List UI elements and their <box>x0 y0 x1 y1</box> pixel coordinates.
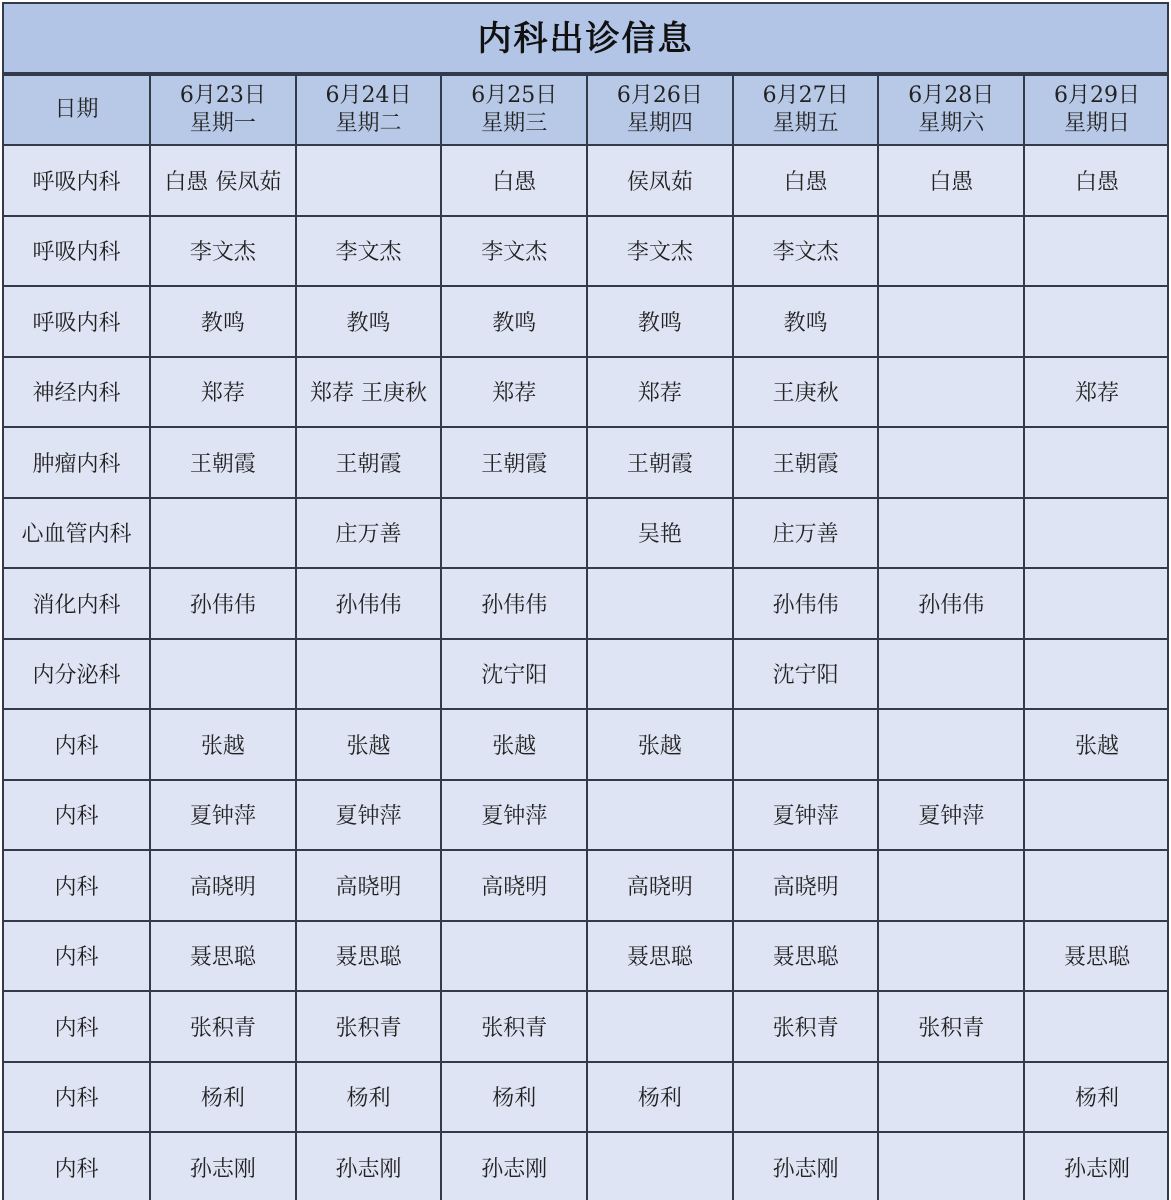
day-date: 6月24日 <box>325 83 412 108</box>
schedule-table <box>2 74 1169 1200</box>
doctor-cell: 白愚 <box>441 145 587 216</box>
doctor-cell <box>1024 568 1169 639</box>
doctor-cell: 孙志刚 <box>1024 1132 1169 1200</box>
doctor-cell <box>296 145 442 216</box>
table-row <box>3 1132 1169 1200</box>
department-cell: 内科 <box>3 921 150 992</box>
doctor-cell <box>878 498 1024 569</box>
department-cell: 消化内科 <box>3 568 150 639</box>
doctor-cell: 李文杰 <box>733 216 879 287</box>
table-row <box>3 357 1169 428</box>
doctor-cell: 孙伟伟 <box>296 568 442 639</box>
doctor-cell: 白愚 <box>1024 145 1169 216</box>
department-cell: 心血管内科 <box>3 498 150 569</box>
department-cell: 内科 <box>3 1132 150 1200</box>
doctor-cell <box>878 1062 1024 1133</box>
day-header-cell <box>1024 75 1169 145</box>
doctor-cell: 杨利 <box>150 1062 296 1133</box>
day-weekday: 星期六 <box>918 111 985 136</box>
doctor-cell: 郑荐 <box>587 357 733 428</box>
doctor-cell <box>1024 780 1169 851</box>
day-header-cell <box>878 75 1024 145</box>
doctor-cell: 沈宁阳 <box>441 639 587 710</box>
doctor-cell: 聂思聪 <box>150 921 296 992</box>
doctor-cell: 王朝霞 <box>733 427 879 498</box>
doctor-cell: 沈宁阳 <box>733 639 879 710</box>
day-header-cell <box>150 75 296 145</box>
doctor-cell: 郑荐 <box>150 357 296 428</box>
doctor-cell: 聂思聪 <box>296 921 442 992</box>
doctor-cell: 夏钟萍 <box>150 780 296 851</box>
department-cell: 呼吸内科 <box>3 145 150 216</box>
day-weekday: 星期一 <box>189 111 256 136</box>
day-header-cell <box>733 75 879 145</box>
doctor-cell: 李文杰 <box>587 216 733 287</box>
doctor-cell: 庄万善 <box>733 498 879 569</box>
doctor-cell: 杨利 <box>441 1062 587 1133</box>
day-weekday: 星期日 <box>1063 111 1130 136</box>
doctor-cell: 张积青 <box>150 991 296 1062</box>
doctor-cell <box>733 709 879 780</box>
table-row <box>3 991 1169 1062</box>
doctor-cell: 张积青 <box>296 991 442 1062</box>
doctor-cell: 教鸣 <box>733 286 879 357</box>
doctor-cell <box>1024 498 1169 569</box>
doctor-cell: 白愚 <box>878 145 1024 216</box>
doctor-cell <box>878 921 1024 992</box>
schedule-sheet <box>2 2 1169 1200</box>
doctor-cell: 张越 <box>587 709 733 780</box>
doctor-cell: 王朝霞 <box>587 427 733 498</box>
table-row <box>3 639 1169 710</box>
table-row <box>3 498 1169 569</box>
day-date: 6月26日 <box>616 83 703 108</box>
doctor-cell <box>1024 991 1169 1062</box>
doctor-cell: 张积青 <box>733 991 879 1062</box>
day-weekday: 星期二 <box>335 111 402 136</box>
doctor-cell <box>587 568 733 639</box>
doctor-cell <box>1024 216 1169 287</box>
table-row <box>3 216 1169 287</box>
doctor-cell: 教鸣 <box>296 286 442 357</box>
doctor-cell: 张越 <box>296 709 442 780</box>
doctor-cell: 高晓明 <box>150 850 296 921</box>
day-weekday: 星期三 <box>481 111 548 136</box>
doctor-cell <box>441 498 587 569</box>
doctor-cell: 杨利 <box>296 1062 442 1133</box>
doctor-cell: 李文杰 <box>441 216 587 287</box>
doctor-cell <box>587 991 733 1062</box>
day-date: 6月25日 <box>471 83 558 108</box>
doctor-cell <box>1024 639 1169 710</box>
doctor-cell <box>1024 286 1169 357</box>
department-cell: 内科 <box>3 850 150 921</box>
day-header-cell <box>587 75 733 145</box>
department-cell: 神经内科 <box>3 357 150 428</box>
table-row <box>3 286 1169 357</box>
doctor-cell: 聂思聪 <box>587 921 733 992</box>
day-date: 6月28日 <box>908 83 995 108</box>
doctor-cell: 教鸣 <box>150 286 296 357</box>
doctor-cell: 张越 <box>1024 709 1169 780</box>
doctor-cell: 杨利 <box>1024 1062 1169 1133</box>
doctor-cell <box>441 921 587 992</box>
doctor-cell <box>878 357 1024 428</box>
doctor-cell: 王朝霞 <box>296 427 442 498</box>
day-date: 6月23日 <box>179 83 266 108</box>
doctor-cell: 孙伟伟 <box>878 568 1024 639</box>
doctor-cell: 孙伟伟 <box>150 568 296 639</box>
doctor-cell: 郑荐 <box>441 357 587 428</box>
doctor-cell <box>587 639 733 710</box>
table-row <box>3 1062 1169 1133</box>
doctor-cell: 孙志刚 <box>150 1132 296 1200</box>
department-cell: 内科 <box>3 709 150 780</box>
doctor-cell: 孙志刚 <box>441 1132 587 1200</box>
doctor-cell: 郑荐 王庚秋 <box>296 357 442 428</box>
day-date: 6月27日 <box>762 83 849 108</box>
department-cell: 内科 <box>3 1062 150 1133</box>
header-row <box>3 75 1169 145</box>
table-row <box>3 780 1169 851</box>
doctor-cell: 高晓明 <box>733 850 879 921</box>
doctor-cell: 夏钟萍 <box>296 780 442 851</box>
doctor-cell: 李文杰 <box>150 216 296 287</box>
doctor-cell <box>878 709 1024 780</box>
department-cell: 呼吸内科 <box>3 286 150 357</box>
table-row <box>3 427 1169 498</box>
doctor-cell: 夏钟萍 <box>878 780 1024 851</box>
doctor-cell <box>878 1132 1024 1200</box>
doctor-cell: 杨利 <box>587 1062 733 1133</box>
doctor-cell: 高晓明 <box>441 850 587 921</box>
doctor-cell <box>587 1132 733 1200</box>
doctor-cell <box>878 216 1024 287</box>
doctor-cell <box>1024 427 1169 498</box>
doctor-cell: 郑荐 <box>1024 357 1169 428</box>
date-label-cell: 日期 <box>3 75 150 145</box>
doctor-cell: 白愚 <box>733 145 879 216</box>
department-cell: 内分泌科 <box>3 639 150 710</box>
doctor-cell: 张积青 <box>878 991 1024 1062</box>
doctor-cell: 高晓明 <box>587 850 733 921</box>
doctor-cell: 夏钟萍 <box>733 780 879 851</box>
doctor-cell <box>587 780 733 851</box>
doctor-cell: 王朝霞 <box>150 427 296 498</box>
doctor-cell: 孙志刚 <box>733 1132 879 1200</box>
doctor-cell: 教鸣 <box>441 286 587 357</box>
doctor-cell: 王庚秋 <box>733 357 879 428</box>
doctor-cell: 高晓明 <box>296 850 442 921</box>
doctor-cell: 聂思聪 <box>733 921 879 992</box>
page-title: 内科出诊信息 <box>4 4 1167 74</box>
table-row <box>3 921 1169 992</box>
doctor-cell: 孙伟伟 <box>733 568 879 639</box>
doctor-cell: 张越 <box>441 709 587 780</box>
doctor-cell: 教鸣 <box>587 286 733 357</box>
doctor-cell: 孙志刚 <box>296 1132 442 1200</box>
doctor-cell: 侯凤茹 <box>587 145 733 216</box>
day-header-cell <box>441 75 587 145</box>
day-weekday: 星期四 <box>626 111 693 136</box>
doctor-cell: 张积青 <box>441 991 587 1062</box>
doctor-cell: 庄万善 <box>296 498 442 569</box>
doctor-cell <box>296 639 442 710</box>
doctor-cell: 聂思聪 <box>1024 921 1169 992</box>
table-row <box>3 709 1169 780</box>
doctor-cell <box>878 286 1024 357</box>
department-cell: 呼吸内科 <box>3 216 150 287</box>
doctor-cell: 夏钟萍 <box>441 780 587 851</box>
doctor-cell: 孙伟伟 <box>441 568 587 639</box>
table-row <box>3 850 1169 921</box>
doctor-cell <box>1024 850 1169 921</box>
department-cell: 肿瘤内科 <box>3 427 150 498</box>
doctor-cell <box>150 498 296 569</box>
table-row <box>3 568 1169 639</box>
doctor-cell: 白愚 侯凤茹 <box>150 145 296 216</box>
day-weekday: 星期五 <box>772 111 839 136</box>
department-cell: 内科 <box>3 780 150 851</box>
doctor-cell: 吴艳 <box>587 498 733 569</box>
table-row <box>3 145 1169 216</box>
day-date: 6月29日 <box>1053 83 1140 108</box>
doctor-cell <box>878 639 1024 710</box>
doctor-cell: 王朝霞 <box>441 427 587 498</box>
department-cell: 内科 <box>3 991 150 1062</box>
day-header-cell <box>296 75 442 145</box>
doctor-cell <box>878 427 1024 498</box>
doctor-cell <box>878 850 1024 921</box>
doctor-cell <box>150 639 296 710</box>
doctor-cell <box>733 1062 879 1133</box>
doctor-cell: 张越 <box>150 709 296 780</box>
doctor-cell: 李文杰 <box>296 216 442 287</box>
